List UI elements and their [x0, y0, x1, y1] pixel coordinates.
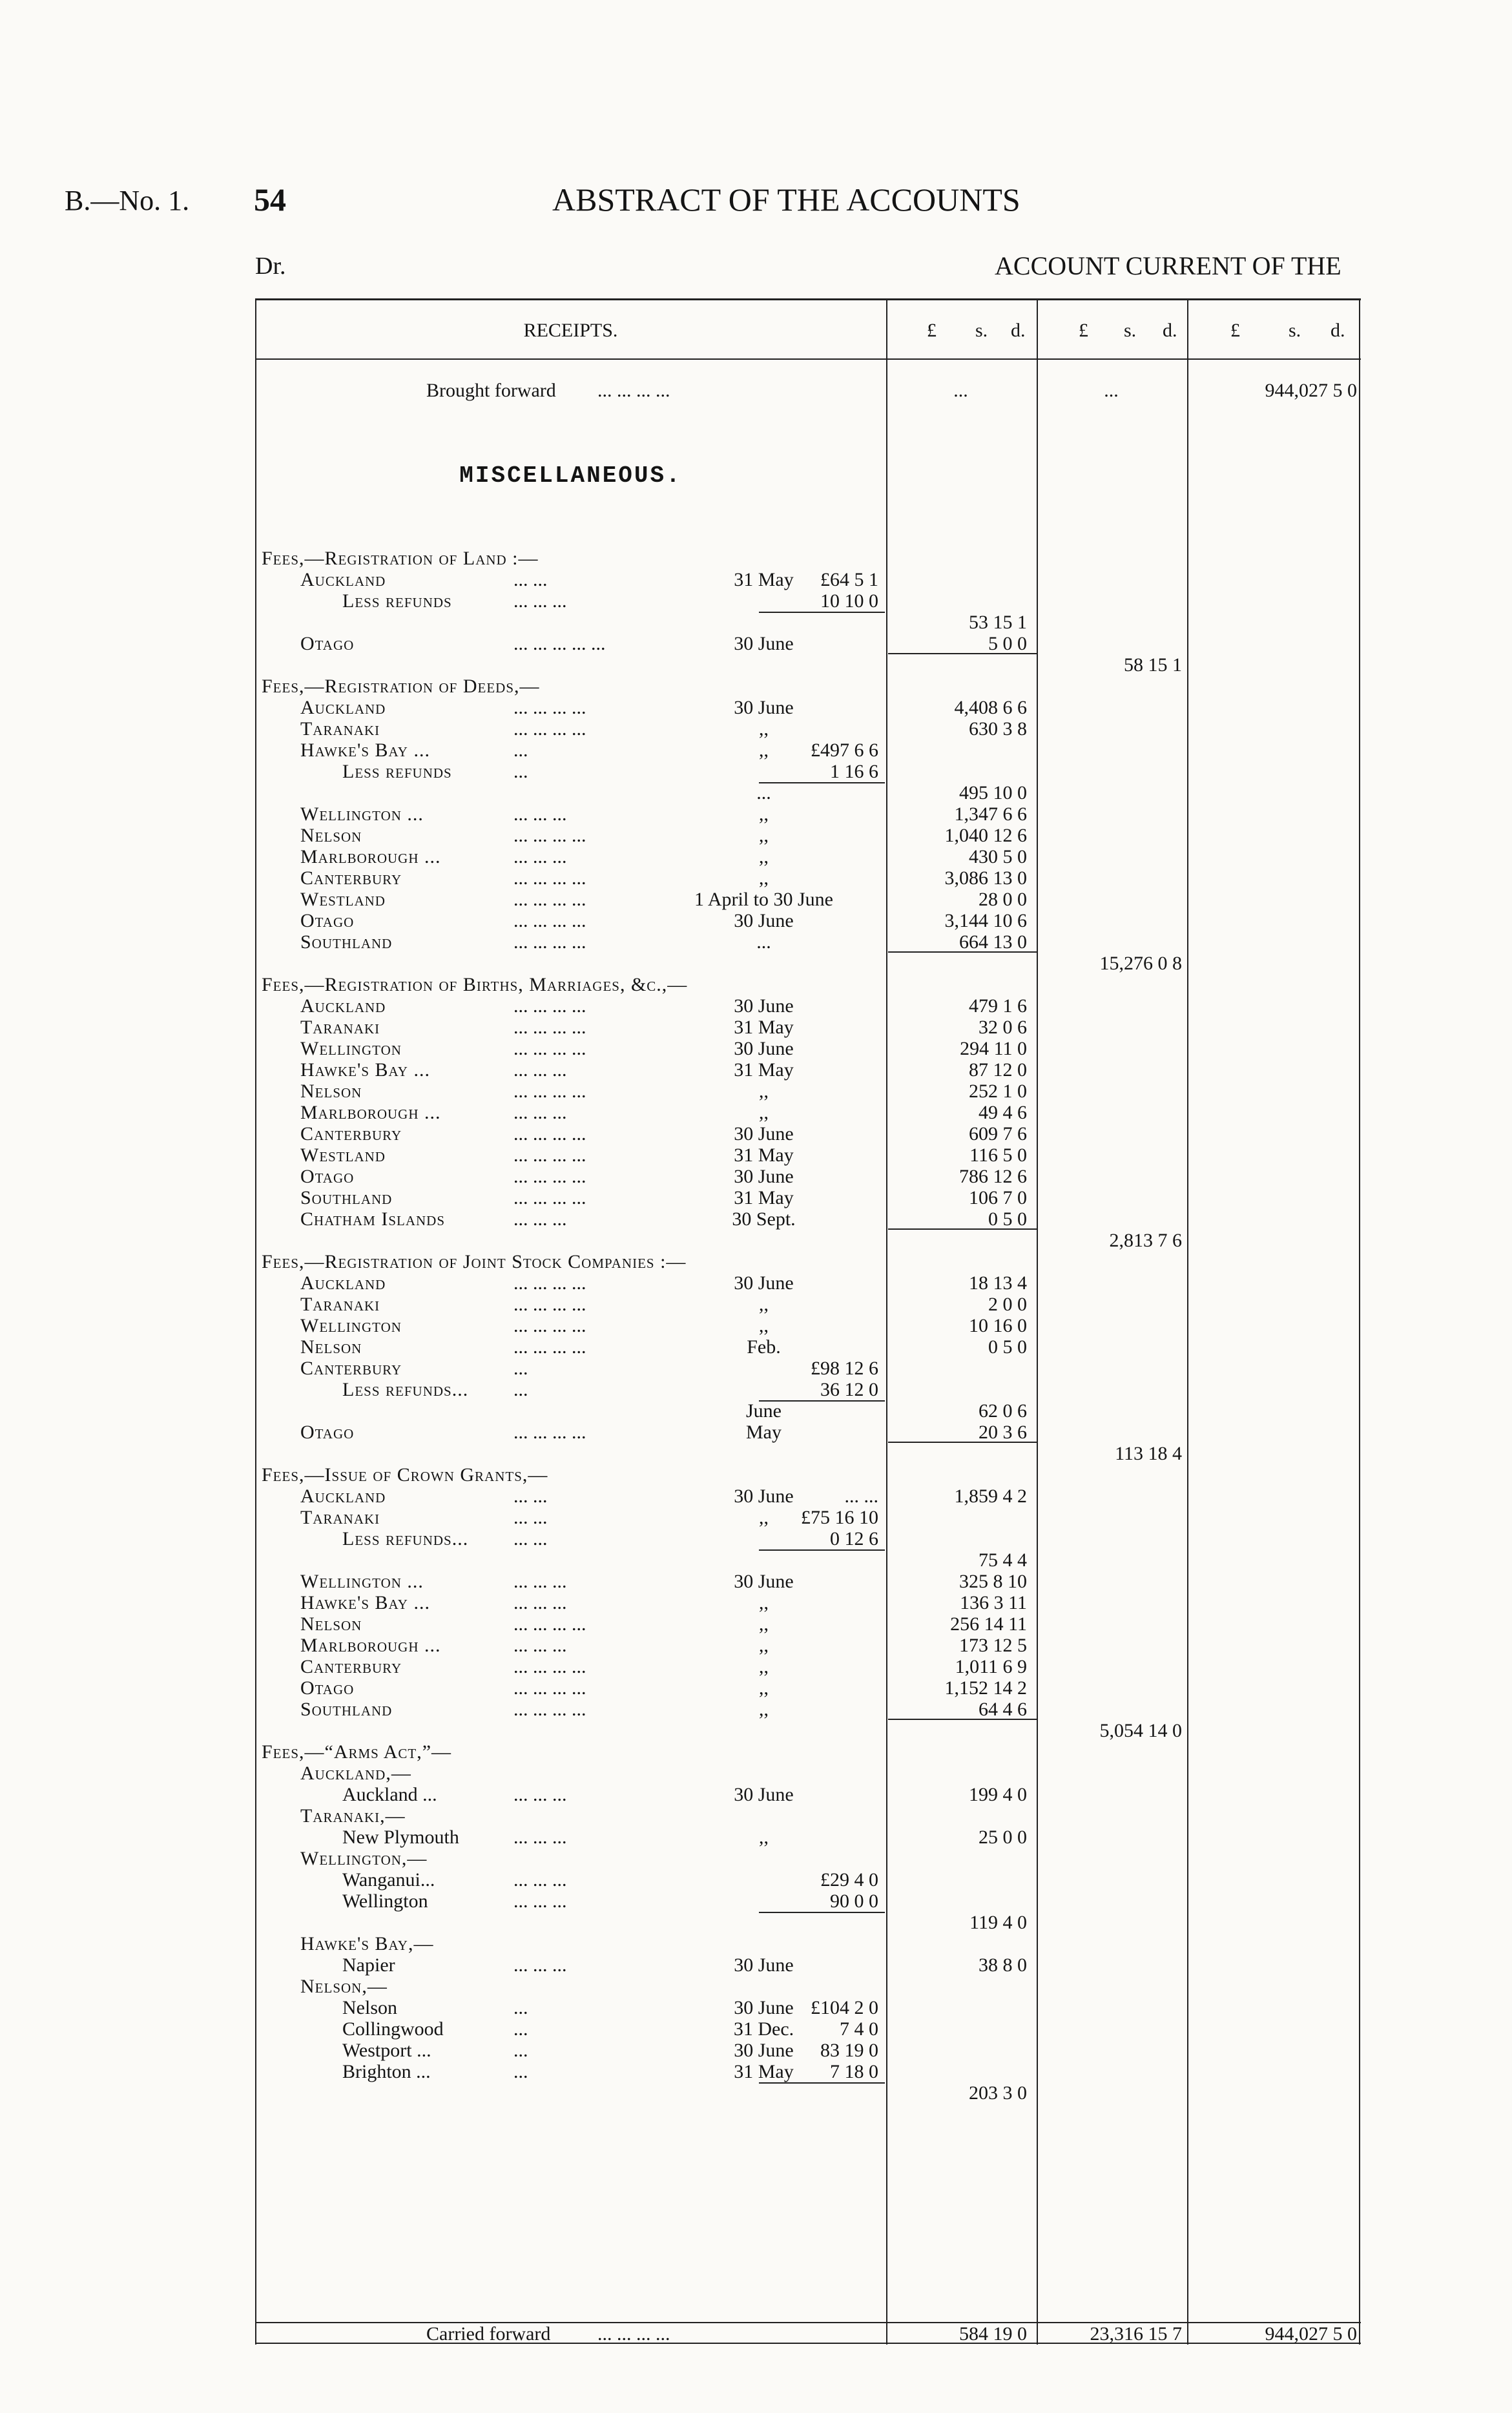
- brought-forward-label: Brought forward: [426, 380, 556, 401]
- row-date: 1 April to 30 June: [694, 889, 833, 910]
- row-date: ,,: [759, 1656, 769, 1677]
- leader-dots: ... ... ...: [513, 1635, 567, 1656]
- row-amount: 136 3 11: [960, 1592, 1027, 1613]
- row-date: ...: [756, 931, 771, 953]
- row-date: 30 June: [734, 1954, 794, 1976]
- leader-dots: ... ... ... ...: [513, 1294, 586, 1315]
- leader-dots: ... ... ... ...: [513, 1017, 586, 1038]
- row-date: 31 May: [734, 1059, 794, 1081]
- row-date: 31 May: [734, 1017, 794, 1038]
- row-label: Napier: [342, 1954, 395, 1976]
- row-label: Nelson: [342, 1997, 397, 2018]
- row-date: 30 June: [734, 1123, 794, 1144]
- row-label: Taranaki: [300, 718, 380, 740]
- row-amount: 0 5 0: [988, 1336, 1027, 1358]
- row-amount: 256 14 11: [950, 1613, 1027, 1635]
- row-amount: 495 10 0: [959, 782, 1027, 803]
- leader-dots: ... ... ... ...: [513, 910, 586, 931]
- row-label: Collingwood: [342, 2018, 444, 2040]
- row-label: Marlborough ...: [300, 1635, 441, 1656]
- row-label: Auckland,—: [300, 1763, 411, 1784]
- series-label: B.—No. 1.: [65, 185, 190, 216]
- leader-dots: ... ... ... ...: [513, 1272, 586, 1294]
- leader-dots: ... ... ... ...: [513, 1699, 586, 1720]
- section-title: MISCELLANEOUS.: [459, 462, 682, 489]
- sum-rule: [888, 653, 1037, 654]
- leader-dots: ... ... ...: [513, 590, 567, 612]
- row-date: 30 June: [734, 2040, 794, 2061]
- row-amount: 10 16 0: [969, 1315, 1027, 1336]
- row-amount: 0 5 0: [988, 1208, 1027, 1230]
- leader-dots: ... ...: [513, 1486, 548, 1507]
- row-amount: 38 8 0: [979, 1954, 1027, 1976]
- row-amount: 1,347 6 6: [954, 803, 1027, 825]
- brought-forward-c2: ...: [1104, 380, 1119, 401]
- row-label: Nelson: [300, 1613, 362, 1635]
- row-amount: 116 5 0: [969, 1144, 1027, 1166]
- row-date: 30 June: [734, 1272, 794, 1294]
- row-label: Wellington: [300, 1038, 402, 1059]
- row-label: Nelson,—: [300, 1976, 388, 1997]
- column-header: d.: [1163, 320, 1177, 341]
- row-amount: 294 11 0: [960, 1038, 1027, 1059]
- row-subamount: £64 5 1: [820, 569, 878, 590]
- account-title: ACCOUNT CURRENT OF THE: [995, 251, 1341, 280]
- row-amount: 25 0 0: [979, 1827, 1027, 1848]
- row-date: 30 June: [734, 1038, 794, 1059]
- row-amount: 53 15 1: [969, 612, 1027, 633]
- row-date: ,,: [759, 1102, 769, 1123]
- leader-dots: ...: [513, 2061, 528, 2082]
- leader-dots: ... ... ... ...: [513, 825, 586, 846]
- row-subamount: £29 4 0: [820, 1869, 878, 1890]
- row-date: ,,: [759, 740, 769, 761]
- row-label: Auckland ...: [342, 1784, 437, 1805]
- section-heading: Fees,—Registration of Land :—: [262, 548, 539, 569]
- sum-rule: [888, 1442, 1037, 1443]
- row-label: Southland: [300, 1699, 393, 1720]
- row-date: ,,: [759, 1081, 769, 1102]
- row-date: 31 Dec.: [733, 2018, 794, 2040]
- row-date: Feb.: [747, 1336, 781, 1358]
- row-amount: 5 0 0: [988, 633, 1027, 654]
- row-label: Less refunds: [342, 761, 452, 782]
- leader-dots: ... ... ...: [513, 1869, 567, 1890]
- row-date: ,,: [759, 803, 769, 825]
- row-label: Southland: [300, 931, 393, 953]
- row-label: Auckland: [300, 697, 386, 718]
- row-subamount: 0 12 6: [830, 1528, 878, 1549]
- row-label: Nelson: [300, 825, 362, 846]
- row-label: Auckland: [300, 569, 386, 590]
- leader-dots: ... ... ... ...: [513, 1336, 586, 1358]
- row-amount: 1,040 12 6: [944, 825, 1027, 846]
- row-amount: 119 4 0: [969, 1912, 1027, 1933]
- leader-dots: ... ... ... ...: [513, 1166, 586, 1187]
- row-amount: 64 4 6: [979, 1699, 1027, 1720]
- leader-dots: ...: [513, 761, 528, 782]
- row-amount: 87 12 0: [969, 1059, 1027, 1081]
- row-subamount: £98 12 6: [811, 1358, 878, 1379]
- row-label: Less refunds: [342, 590, 452, 612]
- row-date: 30 June: [734, 697, 794, 718]
- row-date: ,,: [759, 718, 769, 740]
- row-label: Auckland: [300, 1272, 386, 1294]
- row-amount: 199 4 0: [969, 1784, 1027, 1805]
- row-subamount: 1 16 6: [830, 761, 878, 782]
- sum-rule: [888, 1719, 1037, 1720]
- leader-dots: ... ... ...: [513, 1784, 567, 1805]
- row-date: 30 June: [734, 995, 794, 1017]
- row-amount: 479 1 6: [969, 995, 1027, 1017]
- section-heading: Fees,—Registration of Deeds,—: [262, 676, 540, 697]
- leader-dots: ... ... ... ...: [513, 1315, 586, 1336]
- row-label: Otago: [300, 633, 355, 654]
- column-header: RECEIPTS.: [523, 320, 618, 341]
- row-label: Hawke's Bay ...: [300, 740, 430, 761]
- row-label: Chatham Islands: [300, 1208, 446, 1230]
- section-heading: Fees,—“Arms Act,”—: [262, 1741, 452, 1763]
- row-date: ,,: [759, 1507, 769, 1528]
- row-subamount: £497 6 6: [811, 740, 878, 761]
- carried-forward-c2: 23,316 15 7: [1090, 2323, 1182, 2345]
- row-label: Auckland: [300, 1486, 386, 1507]
- side-label: Dr.: [255, 253, 286, 280]
- leader-dots: ... ... ... ...: [513, 1677, 586, 1699]
- row-date: 31 May: [734, 2061, 794, 2082]
- row-date: 30 June: [734, 1997, 794, 2018]
- row-date: June: [746, 1400, 782, 1422]
- carried-forward-c3: 944,027 5 0: [1265, 2323, 1357, 2345]
- account-table: [255, 298, 1361, 2345]
- row-amount: 252 1 0: [969, 1081, 1027, 1102]
- row-label: Taranaki,—: [300, 1805, 406, 1827]
- row-amount: 786 12 6: [959, 1166, 1027, 1187]
- row-subtotal: 5,054 14 0: [1099, 1720, 1182, 1741]
- row-date: 30 June: [734, 1571, 794, 1592]
- row-label: Auckland: [300, 995, 386, 1017]
- sum-rule: [759, 1549, 885, 1551]
- leader-dots: ... ... ... ...: [513, 1081, 586, 1102]
- column-header: d.: [1331, 320, 1345, 341]
- leader-dots: ... ... ... ...: [513, 995, 586, 1017]
- leader-dots: ... ... ...: [513, 846, 567, 867]
- row-label: Wanganui...: [342, 1869, 435, 1890]
- row-date: 31 May: [734, 1187, 794, 1208]
- row-label: Taranaki: [300, 1507, 380, 1528]
- leader-dots: ... ... ... ... ...: [513, 633, 606, 654]
- column-header: s.: [1289, 320, 1301, 341]
- row-label: Wellington: [300, 1315, 402, 1336]
- leader-dots: ... ... ...: [513, 1571, 567, 1592]
- row-subtotal: 2,813 7 6: [1109, 1230, 1182, 1251]
- row-date: ,,: [759, 1699, 769, 1720]
- row-date: May: [746, 1422, 782, 1443]
- leader-dots: ... ... ... ...: [513, 697, 586, 718]
- row-amount: 609 7 6: [969, 1123, 1027, 1144]
- row-label: Westland: [300, 1144, 386, 1166]
- row-amount: 173 12 5: [959, 1635, 1027, 1656]
- carried-forward-c1: 584 19 0: [959, 2323, 1027, 2345]
- leader-dots: ... ... ...: [513, 1954, 567, 1976]
- row-date: ,,: [759, 1315, 769, 1336]
- row-label: Westport ...: [342, 2040, 431, 2061]
- row-label: Less refunds...: [342, 1528, 469, 1549]
- row-amount: 28 0 0: [979, 889, 1027, 910]
- row-amount: 49 4 6: [979, 1102, 1027, 1123]
- row-date: 30 Sept.: [732, 1208, 796, 1230]
- brought-forward-c1: ...: [953, 380, 968, 401]
- row-label: Otago: [300, 1166, 355, 1187]
- leader-dots: ... ... ... ...: [513, 1613, 586, 1635]
- sum-rule: [888, 1228, 1037, 1230]
- row-amount: 430 5 0: [969, 846, 1027, 867]
- leader-dots: ...: [513, 2040, 528, 2061]
- row-date: ,,: [759, 1592, 769, 1613]
- leader-dots: ... ...: [513, 569, 548, 590]
- row-date: ,,: [759, 1613, 769, 1635]
- row-date: 30 June: [734, 1784, 794, 1805]
- leader-dots: ... ... ... ...: [513, 1038, 586, 1059]
- row-subtotal: 15,276 0 8: [1099, 953, 1182, 974]
- leader-dots: ... ... ... ...: [513, 867, 586, 889]
- row-label: Nelson: [300, 1336, 362, 1358]
- row-subamount: £104 2 0: [811, 1997, 878, 2018]
- row-amount: 62 0 6: [979, 1400, 1027, 1422]
- leader-dots: ... ... ... ...: [513, 1656, 586, 1677]
- row-date: ,,: [759, 1635, 769, 1656]
- leader-dots: ... ... ... ...: [513, 1123, 586, 1144]
- leader-dots: ...: [513, 1997, 528, 2018]
- leader-dots: ... ... ...: [513, 1827, 567, 1848]
- page-title: ABSTRACT OF THE ACCOUNTS: [552, 181, 1020, 218]
- row-label: Otago: [300, 1422, 355, 1443]
- row-label: Canterbury: [300, 1358, 402, 1379]
- row-date: 30 June: [734, 633, 794, 654]
- row-label: Hawke's Bay,—: [300, 1933, 434, 1954]
- leader-dots: ...: [513, 1379, 528, 1400]
- row-subamount: 10 10 0: [820, 590, 878, 612]
- row-label: Canterbury: [300, 1123, 402, 1144]
- row-date: 31 May: [734, 569, 794, 590]
- row-amount: 106 7 0: [969, 1187, 1027, 1208]
- leader-dots: ...: [513, 2018, 528, 2040]
- page-number: 54: [254, 181, 286, 218]
- brought-forward-c3: 944,027 5 0: [1265, 380, 1357, 401]
- row-label: Westland: [300, 889, 386, 910]
- carried-forward-label: Carried forward: [426, 2323, 551, 2345]
- row-amount: 630 3 8: [969, 718, 1027, 740]
- row-date: ,,: [759, 1827, 769, 1848]
- leader-dots: ... ... ... ...: [513, 1144, 586, 1166]
- row-label: New Plymouth: [342, 1827, 459, 1848]
- row-subtotal: 113 18 4: [1115, 1443, 1182, 1464]
- row-date: 30 June: [734, 1166, 794, 1187]
- row-amount: 1,011 6 9: [955, 1656, 1027, 1677]
- row-label: Wellington,—: [300, 1848, 428, 1869]
- leader-dots: ... ... ... ...: [513, 1187, 586, 1208]
- row-subamount: ... ...: [844, 1486, 878, 1507]
- leader-dots: ... ... ...: [513, 803, 567, 825]
- section-heading: Fees,—Issue of Crown Grants,—: [262, 1464, 548, 1486]
- row-label: Southland: [300, 1187, 393, 1208]
- row-date: ,,: [759, 1294, 769, 1315]
- row-date: ,,: [759, 846, 769, 867]
- leader-dots: ... ... ...: [513, 1208, 567, 1230]
- row-date: ,,: [759, 825, 769, 846]
- row-amount: 4,408 6 6: [954, 697, 1027, 718]
- leader-dots: ... ... ... ...: [513, 718, 586, 740]
- leader-dots: ... ... ...: [513, 1102, 567, 1123]
- column-header: £: [1230, 320, 1240, 341]
- leader-dots: ... ... ... ...: [513, 931, 586, 953]
- row-label: Canterbury: [300, 867, 402, 889]
- row-amount: 664 13 0: [959, 931, 1027, 953]
- row-date: ...: [756, 782, 771, 803]
- row-subamount: 83 19 0: [820, 2040, 878, 2061]
- row-amount: 20 3 6: [979, 1422, 1027, 1443]
- leader-dots: ...: [513, 1358, 528, 1379]
- row-amount: 18 13 4: [969, 1272, 1027, 1294]
- row-subamount: 7 4 0: [840, 2018, 878, 2040]
- sum-rule: [759, 1912, 885, 1913]
- section-heading: Fees,—Registration of Births, Marriages, &c.,—: [262, 974, 688, 995]
- row-amount: 75 4 4: [979, 1549, 1027, 1571]
- sum-rule: [888, 951, 1037, 953]
- row-label: Marlborough ...: [300, 846, 441, 867]
- leader-dots: ... ... ... ...: [513, 1422, 586, 1443]
- row-date: 30 June: [734, 1486, 794, 1507]
- row-amount: 203 3 0: [969, 2082, 1027, 2104]
- row-label: Hawke's Bay ...: [300, 1059, 430, 1081]
- row-amount: 32 0 6: [979, 1017, 1027, 1038]
- row-label: Marlborough ...: [300, 1102, 441, 1123]
- row-subamount: 90 0 0: [830, 1890, 878, 1912]
- leader-dots: ... ... ... ...: [597, 380, 670, 401]
- row-amount: 2 0 0: [988, 1294, 1027, 1315]
- leader-dots: ... ... ... ...: [597, 2323, 670, 2345]
- leader-dots: ... ... ...: [513, 1890, 567, 1912]
- row-date: 31 May: [734, 1144, 794, 1166]
- row-label: Less refunds...: [342, 1379, 469, 1400]
- row-label: Wellington ...: [300, 1571, 424, 1592]
- row-subamount: £75 16 10: [801, 1507, 878, 1528]
- row-label: Nelson: [300, 1081, 362, 1102]
- column-header: s.: [975, 320, 988, 341]
- row-label: Canterbury: [300, 1656, 402, 1677]
- row-label: Wellington: [342, 1890, 428, 1912]
- row-subtotal: 58 15 1: [1124, 654, 1182, 676]
- row-amount: 3,144 10 6: [944, 910, 1027, 931]
- row-date: ,,: [759, 1677, 769, 1699]
- column-header: s.: [1124, 320, 1137, 341]
- leader-dots: ... ... ...: [513, 1592, 567, 1613]
- row-subamount: 7 18 0: [830, 2061, 878, 2082]
- column-header: d.: [1011, 320, 1026, 341]
- row-label: Taranaki: [300, 1294, 380, 1315]
- row-date: ,,: [759, 867, 769, 889]
- row-amount: 1,152 14 2: [944, 1677, 1027, 1699]
- leader-dots: ... ...: [513, 1528, 548, 1549]
- row-label: Taranaki: [300, 1017, 380, 1038]
- row-label: Brighton ...: [342, 2061, 431, 2082]
- column-header: £: [1079, 320, 1088, 341]
- leader-dots: ... ... ...: [513, 1059, 567, 1081]
- row-amount: 1,859 4 2: [954, 1486, 1027, 1507]
- row-subamount: 36 12 0: [820, 1379, 878, 1400]
- section-heading: Fees,—Registration of Joint Stock Companies :—: [262, 1251, 687, 1272]
- sum-rule: [759, 612, 885, 613]
- leader-dots: ...: [513, 740, 528, 761]
- row-label: Otago: [300, 910, 355, 931]
- row-label: Wellington ...: [300, 803, 424, 825]
- row-amount: 325 8 10: [959, 1571, 1027, 1592]
- column-header: £: [927, 320, 937, 341]
- row-date: 30 June: [734, 910, 794, 931]
- leader-dots: ... ...: [513, 1507, 548, 1528]
- row-amount: 3,086 13 0: [944, 867, 1027, 889]
- row-label: Hawke's Bay ...: [300, 1592, 430, 1613]
- sum-rule: [759, 2082, 885, 2084]
- row-label: Otago: [300, 1677, 355, 1699]
- leader-dots: ... ... ... ...: [513, 889, 586, 910]
